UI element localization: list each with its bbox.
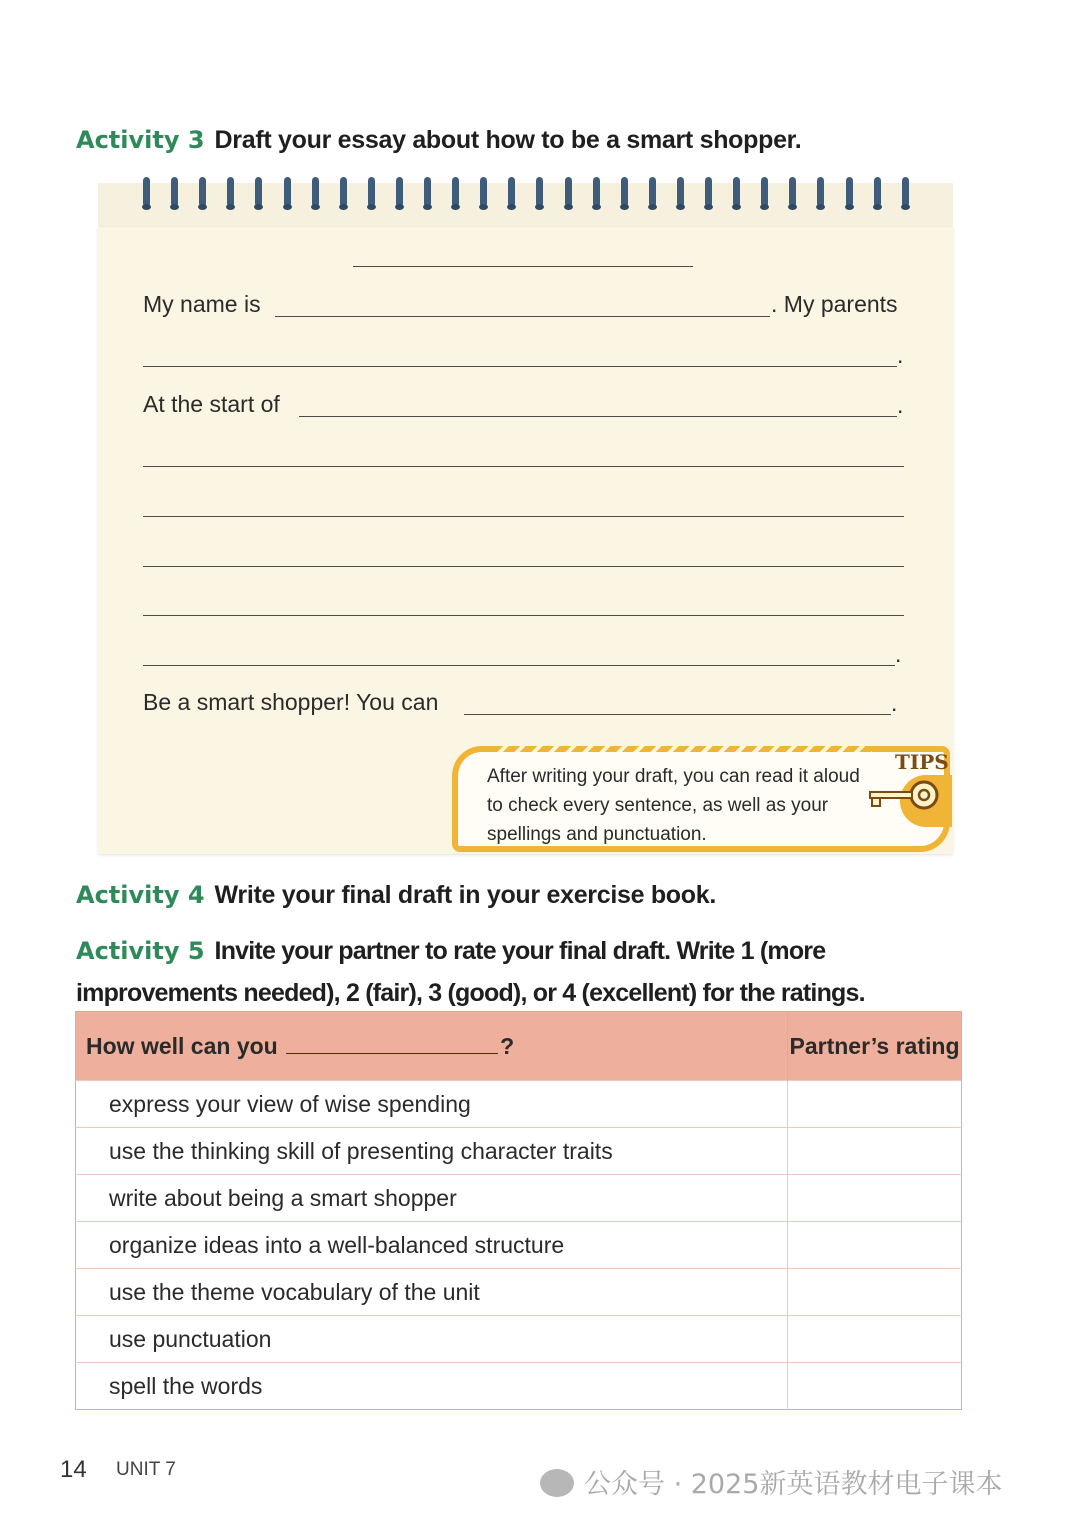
spiral-ring <box>199 177 206 207</box>
rating-cell[interactable] <box>788 1316 962 1363</box>
rating-cell[interactable] <box>788 1363 962 1410</box>
watermark-text: 公众号 · 2025新英语教材电子课本 <box>584 1469 1003 1500</box>
spiral-ring <box>874 177 881 207</box>
page-number: 14 <box>60 1456 87 1483</box>
spiral-ring <box>227 177 234 207</box>
tips-stripe <box>492 746 872 752</box>
table-header-skill <box>76 1012 788 1081</box>
period: . <box>891 690 898 716</box>
period: . <box>895 641 902 667</box>
spiral-ring <box>255 177 262 207</box>
writing-blank[interactable] <box>143 665 895 666</box>
spiral-ring <box>677 177 684 207</box>
writing-blank[interactable] <box>143 466 904 467</box>
skill-cell: express your view of wise spending <box>76 1081 788 1128</box>
spiral-ring <box>508 177 515 207</box>
activity-label: Activity 3 <box>76 126 205 154</box>
activity-5-heading <box>76 932 991 1016</box>
spiral-ring <box>536 177 543 207</box>
spiral-ring <box>902 177 909 207</box>
activity-instruction: Write your final draft in your exercise book. <box>214 881 716 909</box>
title-blank[interactable] <box>353 266 693 267</box>
spiral-ring <box>817 177 824 207</box>
rating-cell[interactable] <box>788 1269 962 1316</box>
writing-blank[interactable] <box>143 615 904 616</box>
name-blank[interactable] <box>275 316 770 317</box>
rating-cell[interactable] <box>788 1128 962 1175</box>
wechat-icon <box>540 1469 574 1497</box>
table-row <box>76 1363 962 1410</box>
table-header-rating: Partner’s rating <box>788 1012 962 1081</box>
tips-text: After writing your draft, you can read it aloud to check every sentence, as well as your spellings and punctuation. <box>487 766 860 845</box>
period: . <box>897 392 904 418</box>
skill-cell: use punctuation <box>76 1316 788 1363</box>
spiral-ring <box>593 177 600 207</box>
header-blank[interactable] <box>286 1033 498 1054</box>
table-row <box>76 1222 962 1269</box>
header-text: How well can you <box>86 1032 278 1059</box>
activity-label: Activity 4 <box>76 881 205 909</box>
table-row <box>76 1269 962 1316</box>
spiral-ring <box>789 177 796 207</box>
writing-blank[interactable] <box>143 366 897 367</box>
activity-3-heading <box>76 126 801 155</box>
spiral-ring <box>733 177 740 207</box>
spiral-ring <box>761 177 768 207</box>
spiral-ring <box>621 177 628 207</box>
spiral-ring <box>340 177 347 207</box>
spiral-ring <box>480 177 487 207</box>
tips-label: TIPS <box>895 750 949 774</box>
rating-cell[interactable] <box>788 1175 962 1222</box>
spiral-ring <box>396 177 403 207</box>
spiral-ring <box>565 177 572 207</box>
skill-cell: write about being a smart shopper <box>76 1175 788 1222</box>
spiral-ring <box>312 177 319 207</box>
watermark <box>540 1462 1002 1501</box>
writing-blank[interactable] <box>464 714 891 715</box>
key-icon <box>866 778 942 812</box>
table-row <box>76 1081 962 1128</box>
activity-4-heading <box>76 881 716 910</box>
table-row <box>76 1316 962 1363</box>
table-header-row <box>76 1012 962 1081</box>
spiral-ring <box>171 177 178 207</box>
draft-text: My name is <box>143 291 261 317</box>
skill-cell: spell the words <box>76 1363 788 1410</box>
table-row <box>76 1175 962 1222</box>
activity-label: Activity 5 <box>76 937 205 965</box>
spiral-ring <box>284 177 291 207</box>
header-text: ? <box>500 1032 515 1059</box>
table-row <box>76 1128 962 1175</box>
rating-cell[interactable] <box>788 1222 962 1269</box>
draft-text: . My parents <box>771 291 898 317</box>
spiral-ring <box>368 177 375 207</box>
spiral-ring <box>424 177 431 207</box>
spiral-ring <box>143 177 150 207</box>
spiral-ring <box>846 177 853 207</box>
spiral-ring <box>649 177 656 207</box>
draft-text: At the start of <box>143 391 280 417</box>
spiral-ring <box>705 177 712 207</box>
unit-label: UNIT 7 <box>116 1459 176 1480</box>
draft-text: Be a smart shopper! You can <box>143 689 439 715</box>
writing-blank[interactable] <box>143 516 904 517</box>
skill-cell: use the thinking skill of presenting character traits <box>76 1128 788 1175</box>
writing-blank[interactable] <box>143 566 904 567</box>
rating-cell[interactable] <box>788 1081 962 1128</box>
activity-instruction: Invite your partner to rate your final draft. Write 1 (more improvements needed), 2 (fair), 3 (good), or 4 (excellent) for the ratings. <box>76 937 865 1007</box>
period: . <box>897 342 904 368</box>
spiral-ring <box>452 177 459 207</box>
writing-blank[interactable] <box>299 416 897 417</box>
ratings-table <box>75 1011 962 1410</box>
activity-instruction: Draft your essay about how to be a smart shopper. <box>214 126 802 154</box>
skill-cell: organize ideas into a well-balanced structure <box>76 1222 788 1269</box>
skill-cell: use the theme vocabulary of the unit <box>76 1269 788 1316</box>
